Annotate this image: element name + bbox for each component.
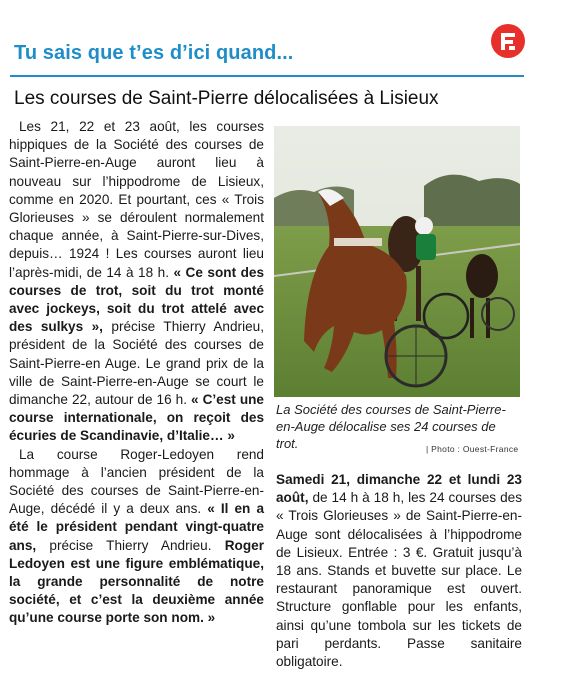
- article-body-left: [9, 118, 264, 628]
- quote-bold: « Il en a été le président pendant vingt-quatre ans,: [9, 501, 264, 553]
- photo-credit: | Photo : Ouest-France: [426, 444, 519, 454]
- info-text: de 14 h à 18 h, les 24 courses des « Trois Glorieuses » de Saint-Pierre-en-Auge sont délocalisées à l’hippodrome de Lisieux. Entrée : 3 €. Gratuit jusqu’à 18 ans. Stands et buvette sur place. Le restaurant panoramique est ouvert. Structure gonflable pour les enfants, ainsi qu’une tombola sur les tickets de pari perdants. Passe sanitaire obligatoire.: [276, 490, 522, 670]
- newspaper-logo-icon: [491, 24, 525, 58]
- paragraph-2: [9, 446, 264, 628]
- header-rule: [10, 75, 524, 77]
- article-headline: Les courses de Saint-Pierre délocalisées à Lisieux: [14, 88, 439, 109]
- info-paragraph: [276, 471, 522, 671]
- photo-caption: La Société des courses de Saint-Pierre-en-Auge délocalise ses 24 courses de trot.: [276, 402, 506, 451]
- quote-bold: « Ce sont des courses de trot, soit du trot monté avec jockeys, soit du trot attelé avec des sulkys »,: [9, 264, 265, 335]
- text-span: Les 21, 22 et 23 août, les courses hippiques de la Société des courses de Saint-Pierre-en-Auge auront lieu à nouveau sur l’hippodrome de Lisieux, comme en 2020. Et pourtant, ces « Trois Glorieuses » se déroulent normalement chaque année, à Saint-Pierre-sur-Dives, depuis… 1924 ! Les courses auront lieu l’après-midi, de 14 à 18 h.: [9, 119, 264, 280]
- quote-bold: Roger Ledoyen est une figure emblématique, la grande personnalité de notre société, et c’est la deuxième année qu’une course porte son nom. »: [9, 537, 264, 626]
- text-span: précise Thierry Andrieu, président de la Société des courses de Saint-Pierre-en Auge. Le grand prix de la ville de Saint-Pierre-en-Auge se court le dimanche 22, autour de 16 h.: [9, 319, 265, 408]
- text-span: La course Roger-Ledoyen rend hommage à l’ancien président de la Société des courses de Saint-Pierre-en-Auge, décédé il y a deux ans.: [9, 446, 264, 517]
- harness-race-photo: [274, 126, 520, 397]
- paragraph-1: [9, 118, 264, 446]
- text-span: précise Thierry Andrieu.: [49, 537, 212, 553]
- info-box: [276, 471, 522, 671]
- section-kicker: Tu sais que t’es d’ici quand...: [14, 42, 294, 64]
- info-dates: Samedi 21, dimanche 22 et lundi 23 août,: [276, 472, 522, 506]
- quote-bold: « C’est une course internationale, on reçoit des écuries de Scandinavie, d’Italie… »: [9, 392, 264, 444]
